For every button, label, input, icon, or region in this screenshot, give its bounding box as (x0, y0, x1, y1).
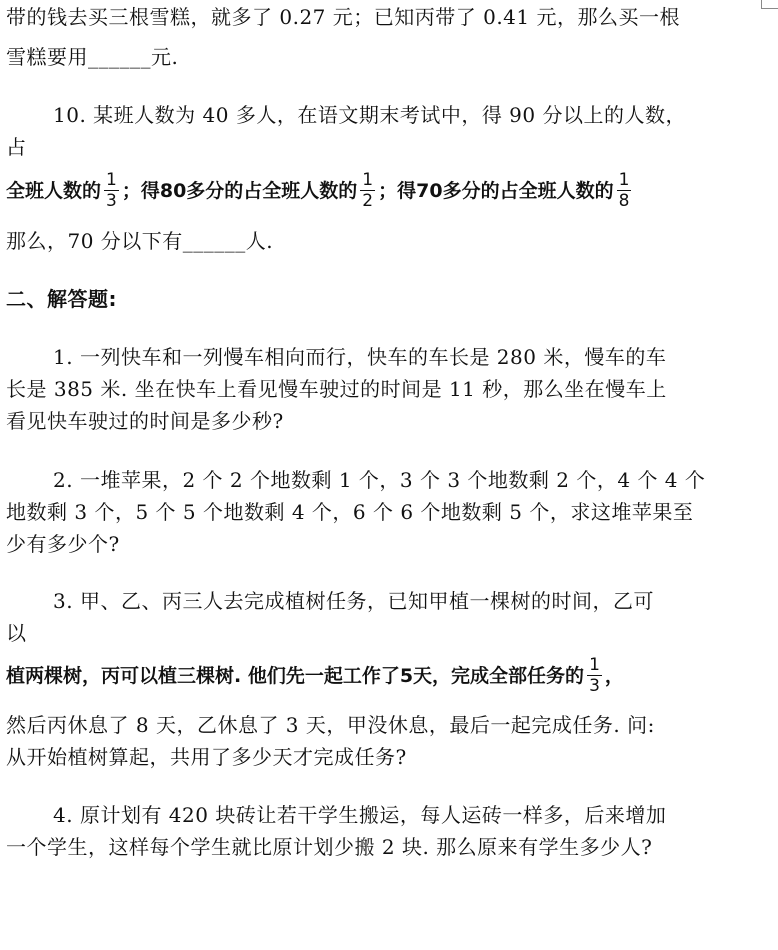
fraction-denominator: 2 (362, 191, 374, 211)
p3-line-2: 以 (6, 621, 27, 645)
p3-line-5: 从开始植树算起，共用了多少天才完成任务? (6, 745, 407, 769)
fraction-denominator: 8 (618, 191, 630, 211)
q10-line-2: 占 (6, 135, 27, 159)
p3-line-4: 然后丙休息了 8 天，乙休息了 3 天，甲没休息，最后一起完成任务. 问: (6, 713, 655, 737)
fraction-numerator: 1 (106, 170, 117, 190)
q10-fraction-line (6, 165, 772, 217)
fraction-denominator: 3 (589, 676, 600, 696)
p1-line-1: 1. 一列快车和一列慢车相向而行，快车的车长是 280 米，慢车的车 (53, 345, 667, 369)
p1-line-3: 看见快车驶过的时间是多少秒? (6, 409, 284, 433)
p3-fraction-line (6, 650, 772, 702)
q10-fraction-line-part-3: ；得70多分的占全班人数的 (378, 180, 614, 202)
p3-fraction-line-part-1: 植两棵树，丙可以植三棵树. 他们先一起工作了5天，完成全部任务的 (6, 665, 585, 687)
q9-line-1: 带的钱去买三根雪糕，就多了 0.27 元；已知丙带了 0.41 元，那么买一根 (6, 5, 680, 29)
section-heading: 二、解答题: (6, 287, 117, 311)
fraction-denominator: 3 (106, 191, 117, 211)
q10-fraction-line-part-1: 全班人数的 (6, 180, 102, 202)
p3-line-1: 3. 甲、乙、丙三人去完成植树任务，已知甲植一棵树的时间，乙可 (53, 589, 654, 613)
p1-line-2: 长是 385 米. 坐在快车上看见慢车驶过的时间是 11 秒，那么坐在慢车上 (6, 377, 667, 401)
q9-line-2: 雪糕要用______元. (6, 45, 179, 69)
fraction-one-eighth (617, 172, 632, 210)
fraction-numerator: 1 (589, 655, 600, 675)
p3-fraction-line-part-2: ， (604, 665, 624, 687)
p4-line-2: 一个学生，这样每个学生就比原计划少搬 2 块. 那么原来有学生多少人? (6, 835, 653, 859)
q10-line-4: 那么，70 分以下有______人. (6, 229, 274, 253)
q10-line-1: 10. 某班人数为 40 多人，在语文期末考试中，得 90 分以上的人数， (53, 103, 686, 127)
fraction-one-third (104, 172, 119, 210)
p4-line-1: 4. 原计划有 420 块砖让若干学生搬运，每人运砖一样多，后来增加 (53, 803, 667, 827)
p2-line-3: 少有多少个? (6, 532, 120, 556)
fraction-numerator: 1 (362, 170, 374, 190)
fraction-one-third (587, 657, 602, 695)
fraction-one-half (360, 172, 375, 210)
q10-fraction-line-part-2: ；得80多分的占全班人数的 (121, 180, 358, 202)
p2-line-2: 地数剩 3 个，5 个 5 个地数剩 4 个，6 个 6 个地数剩 5 个，求这堆苹果至 (6, 500, 694, 524)
fraction-numerator: 1 (618, 170, 630, 190)
p2-line-1: 2. 一堆苹果，2 个 2 个地数剩 1 个，3 个 3 个地数剩 2 个，4 个 4 个 (53, 468, 706, 492)
